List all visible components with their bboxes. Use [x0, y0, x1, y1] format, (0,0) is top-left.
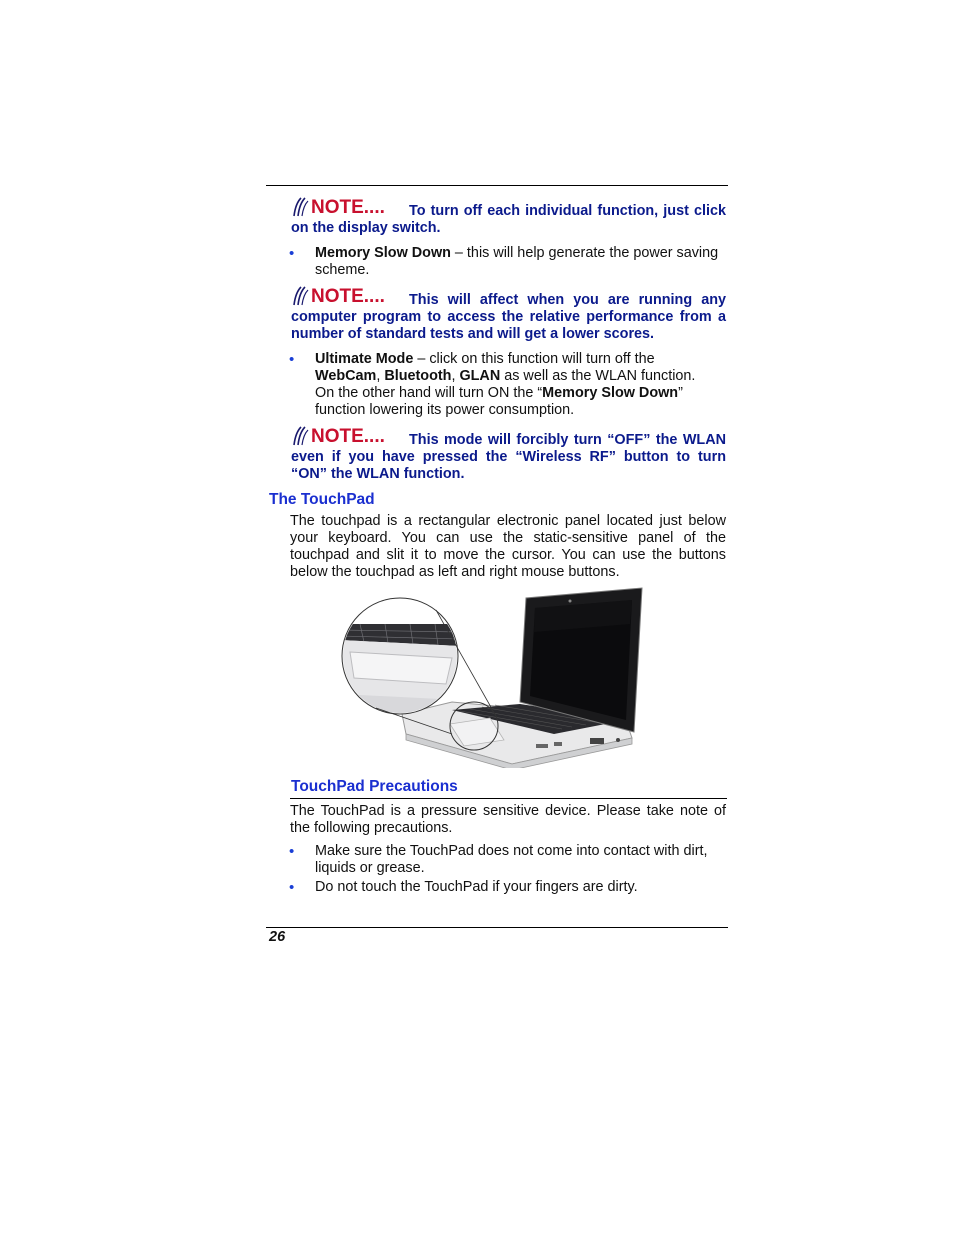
note-badge: [291, 425, 399, 449]
note-2: [291, 285, 726, 343]
bluetooth-term: Bluetooth: [384, 368, 452, 384]
note-1-text: To turn off each individual function, just click on the display switch.: [291, 203, 726, 236]
note-badge: [291, 285, 399, 309]
note-badge: [291, 196, 399, 220]
ultimate-mode-text-1: – click on this function will turn off the: [413, 351, 655, 367]
note-1: [291, 196, 726, 237]
bullet-dot-icon: •: [289, 843, 295, 860]
webcam-term: WebCam: [315, 368, 377, 384]
note-pen-icon: [291, 196, 399, 218]
glan-term: GLAN: [459, 368, 501, 384]
svg-text:NOTE....: NOTE....: [311, 286, 385, 307]
memory-slow-down-desc: – this will help generate the power saving scheme.: [315, 245, 719, 278]
note-3-text: This mode will forcibly turn “OFF” the WLAN even if you have pressed the “Wireless RF” button to turn “ON” the WLAN function.: [291, 432, 726, 482]
precaution-text: Make sure the TouchPad does not come into contact with dirt, liquids or grease.: [315, 843, 708, 876]
bullet-dot-icon: •: [289, 245, 295, 262]
bottom-rule: [266, 927, 728, 928]
page-number: 26: [269, 929, 286, 945]
bullet-dot-icon: •: [289, 879, 295, 896]
precautions-intro: The TouchPad is a pressure sensitive device. Please take note of the following precautions.: [290, 803, 726, 836]
separator: ,: [376, 368, 385, 384]
bullet-memory-slow-down: [291, 245, 726, 279]
note-pen-icon: [291, 285, 399, 307]
svg-text:NOTE....: NOTE....: [311, 426, 385, 447]
ultimate-mode-text-2: as well as the WLAN function.: [500, 368, 696, 384]
note-pen-icon: [291, 425, 399, 447]
separator: ,: [451, 368, 460, 384]
note-3: [291, 425, 726, 483]
top-rule: [266, 185, 728, 186]
ultimate-mode-term: Ultimate Mode: [315, 351, 414, 367]
touchpad-paragraph: The touchpad is a rectangular electronic panel located just below your keyboard. You can use the static-sensitive panel of the touchpad and slit it to move the cursor. You can use the buttons below the touchpad as left and right mouse buttons.: [290, 513, 726, 580]
memory-slow-down-ref: Memory Slow Down: [542, 385, 679, 401]
note-2-text: This will affect when you are running any computer program to access the relative performance from a number of standard tests and will get a lower scores.: [291, 292, 726, 342]
bullet-dot-icon: •: [289, 351, 295, 368]
laptop-touchpad-figure: [340, 584, 648, 768]
ultimate-mode-text-5: function lowering its power consumption.: [315, 402, 575, 418]
section-heading-touchpad: The TouchPad: [269, 491, 375, 508]
precaution-text: Do not touch the TouchPad if your fingers are dirty.: [315, 879, 638, 895]
bullet-ultimate-mode: [291, 351, 726, 419]
subheading-rule: [290, 798, 727, 799]
ultimate-mode-text-4: ”: [678, 385, 683, 401]
precaution-item: [291, 843, 726, 877]
svg-text:NOTE....: NOTE....: [311, 197, 385, 218]
laptop-illustration: [340, 584, 648, 768]
ultimate-mode-text-3: On the other hand will turn ON the “: [315, 385, 543, 401]
precaution-item: [291, 879, 726, 896]
memory-slow-down-term: Memory Slow Down: [315, 245, 451, 261]
subheading-touchpad-precautions: TouchPad Precautions: [291, 778, 458, 795]
